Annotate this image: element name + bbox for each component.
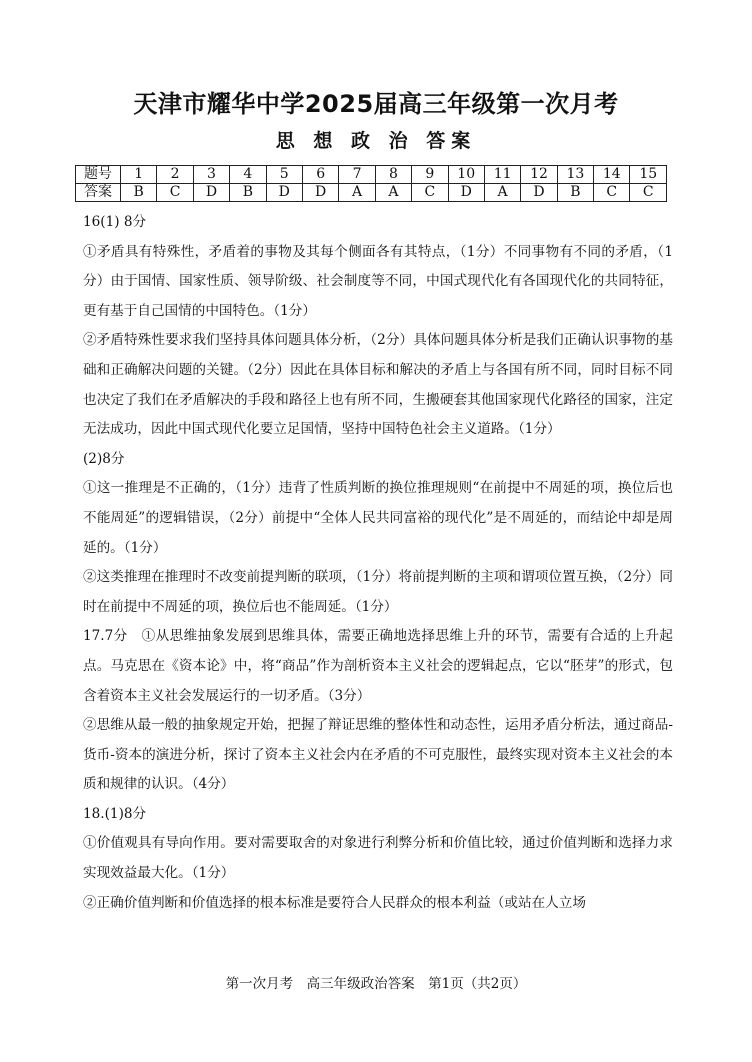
row-label-question: 题号: [76, 166, 121, 184]
question-number: 14: [594, 166, 630, 184]
question-number: 6: [302, 166, 338, 184]
answer-paragraph: ②矛盾特殊性要求我们坚持具体问题具体分析，（2分）具体问题具体分析是我们正确认识事物的基础和正确解决问题的关键。（2分）因此在具体目标和解决的矛盾上与各国有所不同，同时目标不同也决定了我们在矛盾解决的手段和路径上也有所不同，生搬硬套其他国家现代化路径的国家，注定无法成功，因此中国式现代化要立足国情，坚持中国特色社会主义道路。（1分）: [83, 332, 673, 438]
answer-cell: D: [193, 184, 229, 202]
answer-cell: D: [448, 184, 484, 202]
answer-cell: B: [230, 184, 266, 202]
answer-cell: D: [302, 184, 338, 202]
answer-cell: D: [521, 184, 557, 202]
section-heading: 16(1) 8分: [83, 214, 147, 230]
answer-cell: B: [121, 184, 157, 202]
section-heading: 18.(1)8分: [83, 805, 147, 822]
answer-cell: C: [157, 184, 193, 202]
answer-paragraph: ①矛盾具有特殊性，矛盾着的事物及其每个侧面各有其特点，（1分）不同事物有不同的矛盾，（1分）由于国情、国家性质、领导阶级、社会制度等不同，中国式现代化有各国现代化的共同特征，更有基于自己国情的中国特色。（1分）: [83, 243, 673, 319]
question-number: 12: [521, 166, 557, 184]
question-number: 3: [193, 166, 229, 184]
question-number: 4: [230, 166, 266, 184]
row-label-answer: 答案: [76, 184, 121, 202]
answer-paragraph: ②正确价值判断和价值选择的根本标准是要符合人民群众的根本利益（或站在人立场: [83, 894, 586, 911]
answer-cell: A: [339, 184, 375, 202]
question-number: 5: [266, 166, 302, 184]
question-number: 13: [557, 166, 593, 184]
answer-table: [75, 165, 667, 202]
question-number: 11: [484, 166, 520, 184]
answer-cell: A: [484, 184, 520, 202]
page-footer: 第一次月考 高三年级政治答案 第1页（共2页）: [225, 976, 527, 992]
question-number: 15: [630, 166, 667, 184]
answer-row: [76, 184, 667, 202]
answer-cell: A: [375, 184, 411, 202]
answer-paragraph: ②这类推理在推理时不改变前提判断的联项，（1分）将前提判断的主项和谓项位置互换，（2分）同时在前提中不周延的项，换位后也不能周延。（1分）: [83, 569, 673, 615]
answer-cell: B: [557, 184, 593, 202]
section-heading: (2)8分: [83, 450, 125, 467]
page-subtitle: 思 想 政 治 答案: [275, 130, 477, 152]
answer-paragraph: ①价值观具有导向作用。要对需要取舍的对象进行利弊分析和价值比较，通过价值判断和选择力求实现效益最大化。（1分）: [83, 835, 673, 882]
page-title: 天津市耀华中学2025届高三年级第一次月考: [133, 90, 619, 118]
answer-cell: C: [630, 184, 667, 202]
question-number-row: [76, 166, 667, 184]
answer-cell: D: [266, 184, 302, 202]
question-number: 2: [157, 166, 193, 184]
answer-paragraph: 17.7分 ①从思维抽象发展到思维具体，需要正确地选择思维上升的环节，需要有合适的上升起点。马克思在《资本论》中，将“商品”作为剖析资本主义社会的逻辑起点，它以“胚芽”的形式，包含着资本主义社会发展运行的一切矛盾。（3分）: [83, 628, 673, 704]
answer-paragraph: ①这一推理是不正确的，（1分）违背了性质判断的换位推理规则“在前提中不周延的项，换位后也不能周延”的逻辑错误，（2分）前提中“全体人民共同富裕的现代化”是不周延的，而结论中却是周延的。（1分）: [83, 480, 673, 556]
question-number: 7: [339, 166, 375, 184]
answer-body: [83, 208, 673, 918]
question-number: 9: [412, 166, 448, 184]
answer-cell: C: [412, 184, 448, 202]
question-number: 8: [375, 166, 411, 184]
question-number: 10: [448, 166, 484, 184]
answer-cell: C: [594, 184, 630, 202]
question-number: 1: [121, 166, 157, 184]
answer-paragraph: ②思维从最一般的抽象规定开始，把握了辩证思维的整体性和动态性，运用矛盾分析法，通过商品-货币-资本的演进分析，探讨了资本主义社会内在矛盾的不可克服性，最终实现对资本主义社会的本质和规律的认识。（4分）: [83, 717, 673, 793]
